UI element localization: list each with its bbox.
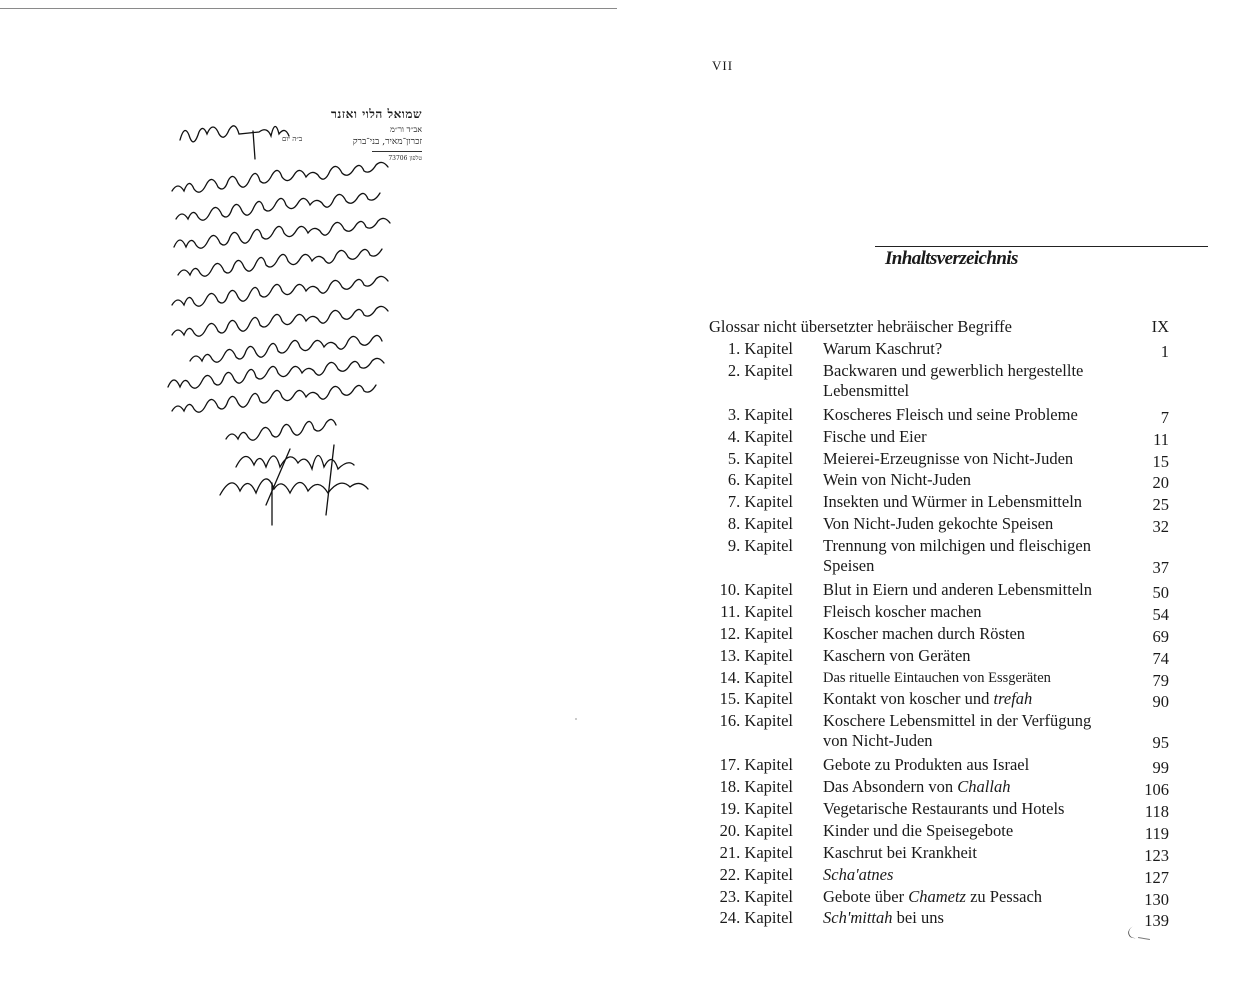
chapter-number: 16. Kapitel xyxy=(719,711,793,731)
chapter-number: 7. Kapitel xyxy=(727,492,793,512)
title-rule xyxy=(875,246,1208,247)
glossary-page: IX xyxy=(1151,317,1169,336)
top-rule xyxy=(0,8,617,9)
chapter-number: 8. Kapitel xyxy=(727,514,793,534)
chapter-title-prefix: Kontakt von koscher und xyxy=(823,689,994,709)
chapter-title: Koscher machen durch Rösten xyxy=(823,623,1026,643)
chapter-title: Warum Kaschrut? xyxy=(823,339,943,358)
chapter-title-prefix: Das Absondern von xyxy=(823,777,958,796)
stray-mark xyxy=(575,718,577,720)
chapter-page: 79 xyxy=(1152,670,1169,690)
chapter-title-italic: Challah xyxy=(957,777,1011,796)
chapter-page: 1 xyxy=(1160,342,1169,361)
chapter-page: 118 xyxy=(1144,801,1169,821)
chapter-title: Das rituelle Eintauchen von Essgeräten xyxy=(823,669,1051,686)
chapter-title xyxy=(823,908,944,928)
chapter-title-prefix: Gebote über xyxy=(823,886,909,906)
chapter-title: Kaschrut bei Krankheit xyxy=(823,842,977,862)
chapter-page: 123 xyxy=(1144,845,1169,865)
glossary-entry: Glossar nicht übersetzter hebräischer Begriffe xyxy=(709,317,1012,336)
chapter-number: 21. Kapitel xyxy=(719,842,793,862)
chapter-page: 37 xyxy=(1152,557,1169,577)
chapter-title: Fische und Eier xyxy=(823,426,927,446)
chapter-title xyxy=(823,711,1091,751)
chapter-title: Meierei-Erzeugnisse von Nicht-Juden xyxy=(823,448,1074,468)
handwritten-letter xyxy=(160,95,470,535)
letterhead-address: זכרון־מאיר, בני־ברק xyxy=(352,137,422,147)
chapter-title-line: Speisen xyxy=(823,556,875,576)
chapter-title: Insekten und Würmer in Lebensmitteln xyxy=(823,492,1083,512)
letterhead-phone: טלפון 73706 xyxy=(388,155,422,162)
pen-mark-tail xyxy=(1138,937,1150,940)
page-number: VII xyxy=(712,58,734,73)
chapter-title xyxy=(823,777,1010,797)
chapter-title: Wein von Nicht-Juden xyxy=(823,470,972,490)
chapter-page: 95 xyxy=(1152,733,1169,753)
chapter-number: 10. Kapitel xyxy=(719,579,793,599)
chapter-page: 99 xyxy=(1152,758,1169,778)
chapter-page: 90 xyxy=(1152,692,1169,712)
chapter-number: 12. Kapitel xyxy=(719,623,793,643)
chapter-number: 3. Kapitel xyxy=(727,404,793,424)
chapter-title: Von Nicht-Juden gekochte Speisen xyxy=(823,514,1054,534)
chapter-page: 32 xyxy=(1152,517,1169,537)
chapter-number: 18. Kapitel xyxy=(719,777,793,796)
chapter-page: 15 xyxy=(1152,451,1169,471)
handwriting-image xyxy=(160,95,470,535)
chapter-title: Vegetarische Restaurants und Hotels xyxy=(823,798,1065,818)
chapter-title xyxy=(823,689,1032,709)
chapter-page: 106 xyxy=(1144,780,1169,799)
left-page xyxy=(0,0,620,1000)
chapter-title-suffix: zu Pessach xyxy=(965,886,1043,906)
chapter-page: 54 xyxy=(1152,604,1169,624)
chapter-page: 69 xyxy=(1152,626,1169,646)
chapter-page: 20 xyxy=(1152,473,1169,493)
date-line: ב״ה יום xyxy=(282,135,303,143)
chapter-number: 22. Kapitel xyxy=(719,864,793,884)
chapter-title: Fleisch koscher machen xyxy=(823,601,982,621)
chapter-number: 6. Kapitel xyxy=(727,470,793,490)
chapter-number: 17. Kapitel xyxy=(719,755,793,775)
chapter-title-italic: Scha'atnes xyxy=(823,864,894,884)
chapter-page: 119 xyxy=(1144,823,1169,843)
letterhead-title: אב״ד ור״מ xyxy=(390,125,422,134)
chapter-title: Kaschern von Geräten xyxy=(823,645,971,665)
chapter-title-italic: Sch'mittah xyxy=(823,908,893,928)
chapter-title-line: Lebensmittel xyxy=(823,380,910,400)
chapter-title xyxy=(823,887,1042,907)
chapter-number: 15. Kapitel xyxy=(719,689,793,709)
chapter-title xyxy=(823,865,893,885)
chapter-title: Gebote zu Produkten aus Israel xyxy=(823,755,1030,775)
chapter-page: 74 xyxy=(1152,648,1169,668)
chapter-title xyxy=(823,536,1091,576)
letterhead-name: שמואל הלוי ואזנר xyxy=(330,107,422,121)
chapter-page: 25 xyxy=(1152,495,1169,515)
chapter-number: 2. Kapitel xyxy=(727,360,793,380)
chapter-title-line: Koschere Lebensmittel in der Verfügung xyxy=(823,711,1092,731)
chapter-title: Blut in Eiern und anderen Lebensmitteln xyxy=(823,579,1092,599)
chapter-title: Koscheres Fleisch und seine Probleme xyxy=(823,404,1078,424)
chapter-number: 24. Kapitel xyxy=(719,908,793,928)
chapter-number: 23. Kapitel xyxy=(719,886,793,906)
chapter-title: Kinder und die Speisegebote xyxy=(823,820,1014,840)
chapter-title-line: Trennung von milchigen und fleischigen xyxy=(823,536,1091,556)
chapter-number: 1. Kapitel xyxy=(727,339,793,358)
toc-title: Inhaltsverzeichnis xyxy=(885,248,1018,269)
chapter-title-line: von Nicht-Juden xyxy=(823,731,933,751)
chapter-title xyxy=(823,361,1083,401)
chapter-number: 20. Kapitel xyxy=(719,820,793,840)
chapter-page: 127 xyxy=(1144,867,1169,887)
chapter-number: 9. Kapitel xyxy=(727,536,793,556)
chapter-page: 50 xyxy=(1152,582,1169,602)
chapter-number: 14. Kapitel xyxy=(719,667,793,687)
chapter-number: 5. Kapitel xyxy=(727,448,793,468)
chapter-number: 19. Kapitel xyxy=(719,798,793,818)
chapter-page: 130 xyxy=(1144,889,1169,909)
chapter-title-line: Backwaren und gewerblich hergestellte xyxy=(823,360,1084,380)
chapter-title-italic: trefah xyxy=(993,689,1033,709)
chapter-page: 7 xyxy=(1160,407,1169,427)
chapter-number: 4. Kapitel xyxy=(727,426,793,446)
chapter-title-italic: Chametz xyxy=(908,886,966,906)
chapter-title-suffix: bei uns xyxy=(892,908,944,928)
chapter-number: 11. Kapitel xyxy=(720,601,793,621)
chapter-page: 11 xyxy=(1153,429,1169,449)
chapter-page: 139 xyxy=(1144,911,1169,931)
chapter-number: 13. Kapitel xyxy=(719,645,793,665)
